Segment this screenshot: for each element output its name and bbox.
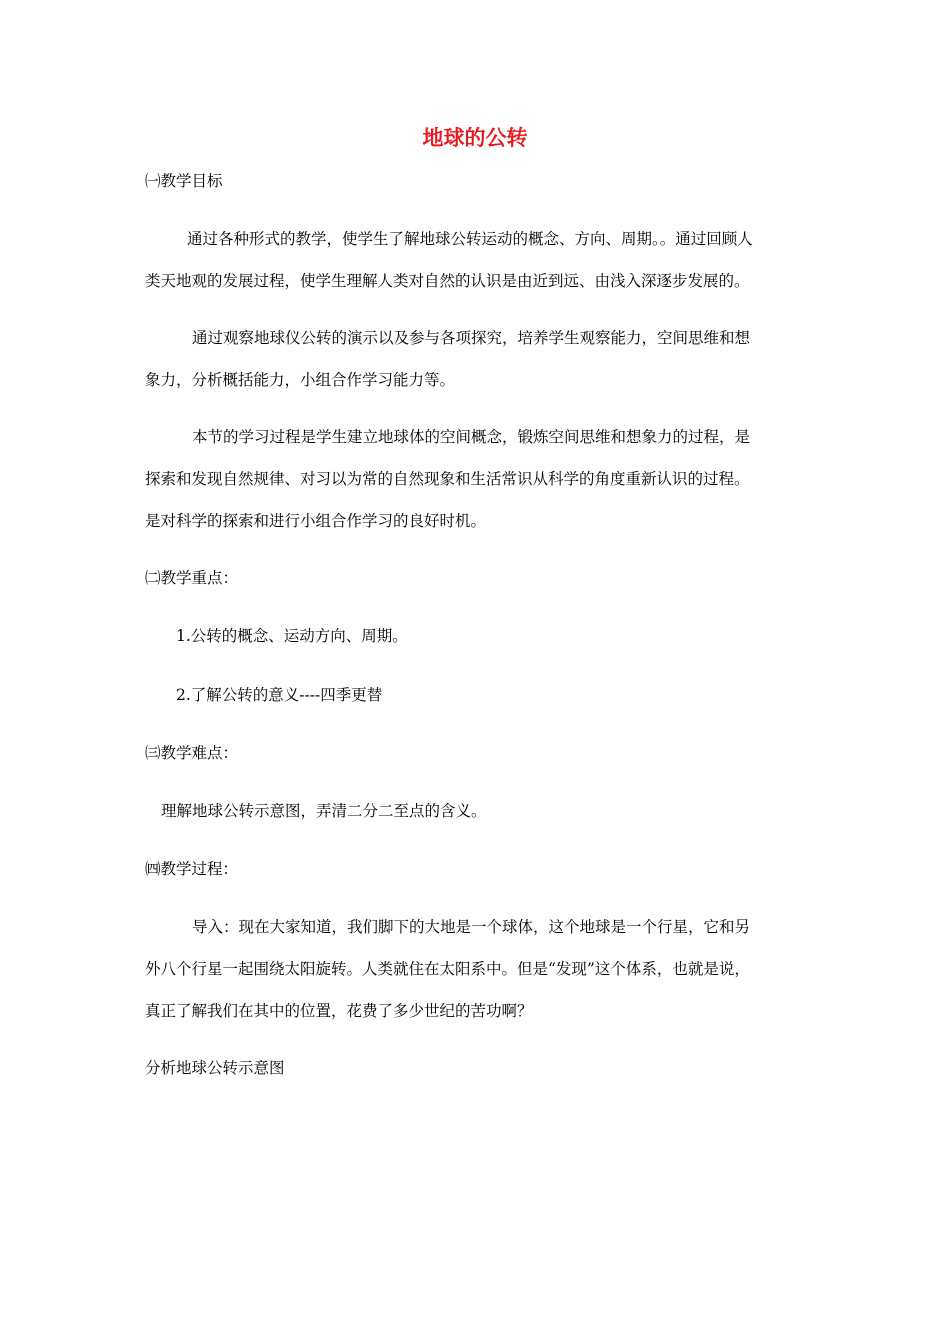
paragraph-line: 本节的学习过程是学生建立地球体的空间概念，锻炼空间思维和想象力的过程，是 bbox=[192, 428, 751, 446]
paragraph-line: 真正了解我们在其中的位置，花费了多少世纪的苦功啊？ bbox=[145, 1002, 533, 1020]
paragraph-objectives-3 bbox=[145, 416, 809, 542]
section-heading-process: ㈣教学过程： bbox=[145, 860, 239, 878]
paragraph-line: 探索和发现自然规律、对习以为常的自然现象和生活常识从科学的角度重新认识的过程。 bbox=[145, 470, 750, 488]
section-heading-key-points: ㈡教学重点： bbox=[145, 569, 239, 587]
difficulty-text: 理解地球公转示意图，弄清二分二至点的含义。 bbox=[161, 802, 487, 820]
closing-line: 分析地球公转示意图 bbox=[145, 1059, 285, 1077]
paragraph-line: 类天地观的发展过程，使学生理解人类对自然的认识是由近到远、由浅入深逐步发展的。 bbox=[145, 272, 750, 290]
section-heading-objectives: ㈠教学目标 bbox=[145, 172, 223, 190]
section-heading-difficulties: ㈢教学难点： bbox=[145, 744, 239, 762]
paragraph-process-intro bbox=[145, 906, 809, 1032]
paragraph-objectives-1 bbox=[145, 218, 809, 302]
document-title: 地球的公转 bbox=[422, 126, 528, 150]
paragraph-line: 通过各种形式的教学，使学生了解地球公转运动的概念、方向、周期。。通过回顾人 bbox=[187, 230, 753, 248]
paragraph-line: 外八个行星一起围绕太阳旋转。人类就住在太阳系中。但是“发现”这个体系，也就是说， bbox=[145, 960, 750, 978]
paragraph-objectives-2 bbox=[145, 317, 809, 401]
paragraph-line: 通过观察地球仪公转的演示以及参与各项探究，培养学生观察能力，空间思维和想 bbox=[192, 329, 751, 347]
list-item-key-point-1: 1.公转的概念、运动方向、周期。 bbox=[176, 627, 408, 645]
paragraph-line: 是对科学的探索和进行小组合作学习的良好时机。 bbox=[145, 512, 487, 530]
list-item-key-point-2: 2.了解公转的意义----四季更替 bbox=[176, 686, 383, 704]
paragraph-line: 象力，分析概括能力，小组合作学习能力等。 bbox=[145, 371, 456, 389]
paragraph-line: 导入：现在大家知道，我们脚下的大地是一个球体，这个地球是一个行星，它和另 bbox=[192, 918, 751, 936]
